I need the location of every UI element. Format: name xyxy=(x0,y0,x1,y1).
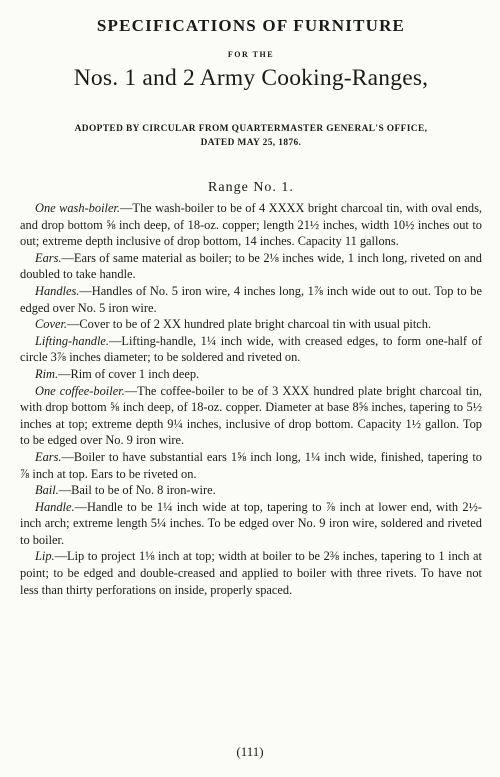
paragraph-text: —Bail to be of No. 8 iron-wire. xyxy=(58,483,216,498)
paragraph-lifting-handle xyxy=(20,333,482,366)
paragraph-label: Bail. xyxy=(35,483,59,498)
paragraph-label: One coffee-boiler. xyxy=(35,383,125,398)
paragraph-label: Lip. xyxy=(35,549,55,564)
paragraph-label: Handle. xyxy=(35,499,75,514)
paragraph-label: One wash-boiler. xyxy=(35,201,121,215)
paragraph-text: —The wash-boiler to be of 4 XXXX bright charcoal tin, with oval ends, and drop bottom ⅝ inch deep, of 18-oz. copper; length 21½ inches, width 10½ inches out to out; extreme depth inclusive of drop bottom, 14 inches. Capacity 11 gallons. xyxy=(20,201,482,249)
paragraph-label: Ears. xyxy=(35,449,62,464)
paragraph-coffee-boiler xyxy=(20,383,482,449)
section-heading: Range No. 1. xyxy=(208,180,294,195)
paragraph-label: Rim. xyxy=(35,366,59,381)
adoption-line-2: DATED MAY 25, 1876. xyxy=(200,138,302,148)
paragraph-ears xyxy=(20,250,482,283)
paragraph-text: —Lip to project 1⅛ inch at top; width at boiler to be 2⅜ inches, tapering to 1 inch at point; to be edged and double-creased and applied to boiler with three rivets. To have not less than thirty perforations on inside, properly spaced. xyxy=(20,549,482,597)
paragraph-text: —Handle to be 1¼ inch wide at top, tapering to ⅞ inch at lower end, with 2½-inch arch; extreme length 5¼ inches. To be edged over No. 9 iron wire, soldered and riveted to boiler. xyxy=(20,499,482,547)
paragraph-handle xyxy=(20,499,482,549)
paragraph-text: —The coffee-boiler to be of 3 XXX hundred plate bright charcoal tin, with drop bottom ⅝ inch deep, of 18-oz. copper. Diameter at base 8⅝ inches, tapering to 5½ inches at top; extreme depth 9¼ inches, inclusive of drop bottom. Capacity 1½ gallon. Top to be edged over No. 9 iron wire. xyxy=(20,383,482,448)
adoption-line-1: ADOPTED BY CIRCULAR FROM QUARTERMASTER GENERAL'S OFFICE, xyxy=(74,124,428,134)
specification-body xyxy=(20,200,482,598)
paragraph-text: —Lifting-handle, 1¼ inch wide, with creased edges, to form one-half of circle 3⅞ inches diameter; to be soldered and riveted on. xyxy=(20,333,482,365)
document-subtitle: FOR THE xyxy=(227,50,275,59)
paragraph-text: —Rim of cover 1 inch deep. xyxy=(58,366,200,381)
paragraph-cover xyxy=(20,316,482,333)
paragraph-text: —Handles of No. 5 iron wire, 4 inches long, 1⅞ inch wide out to out. Top to be edged over No. 5 iron wire. xyxy=(20,283,482,315)
paragraph-label: Cover. xyxy=(35,317,68,332)
paragraph-label: Lifting-handle. xyxy=(35,333,109,348)
paragraph-text: —Boiler to have substantial ears 1⅝ inch long, 1¼ inch wide, finished, tapering to ⅞ inch at top. Ears to be riveted on. xyxy=(20,449,482,481)
adoption-notice xyxy=(20,122,482,150)
paragraph-rim xyxy=(20,366,482,383)
paragraph-label: Handles. xyxy=(35,283,80,298)
paragraph-lip xyxy=(20,548,482,598)
paragraph-text: —Ears of same material as boiler; to be 2⅛ inches wide, 1 inch long, riveted on and doubled to take handle. xyxy=(20,250,482,282)
paragraph-handles xyxy=(20,283,482,316)
document-heading: Nos. 1 and 2 Army Cooking-Ranges, xyxy=(73,65,429,91)
paragraph-label: Ears. xyxy=(35,250,62,265)
paragraph-ears-coffee xyxy=(20,449,482,482)
page-number: (111) xyxy=(236,744,264,759)
paragraph-wash-boiler xyxy=(20,200,482,250)
paragraph-bail xyxy=(20,482,482,499)
paragraph-text: —Cover to be of 2 XX hundred plate bright charcoal tin with usual pitch. xyxy=(67,317,432,332)
document-title: SPECIFICATIONS OF FURNITURE xyxy=(96,16,406,35)
